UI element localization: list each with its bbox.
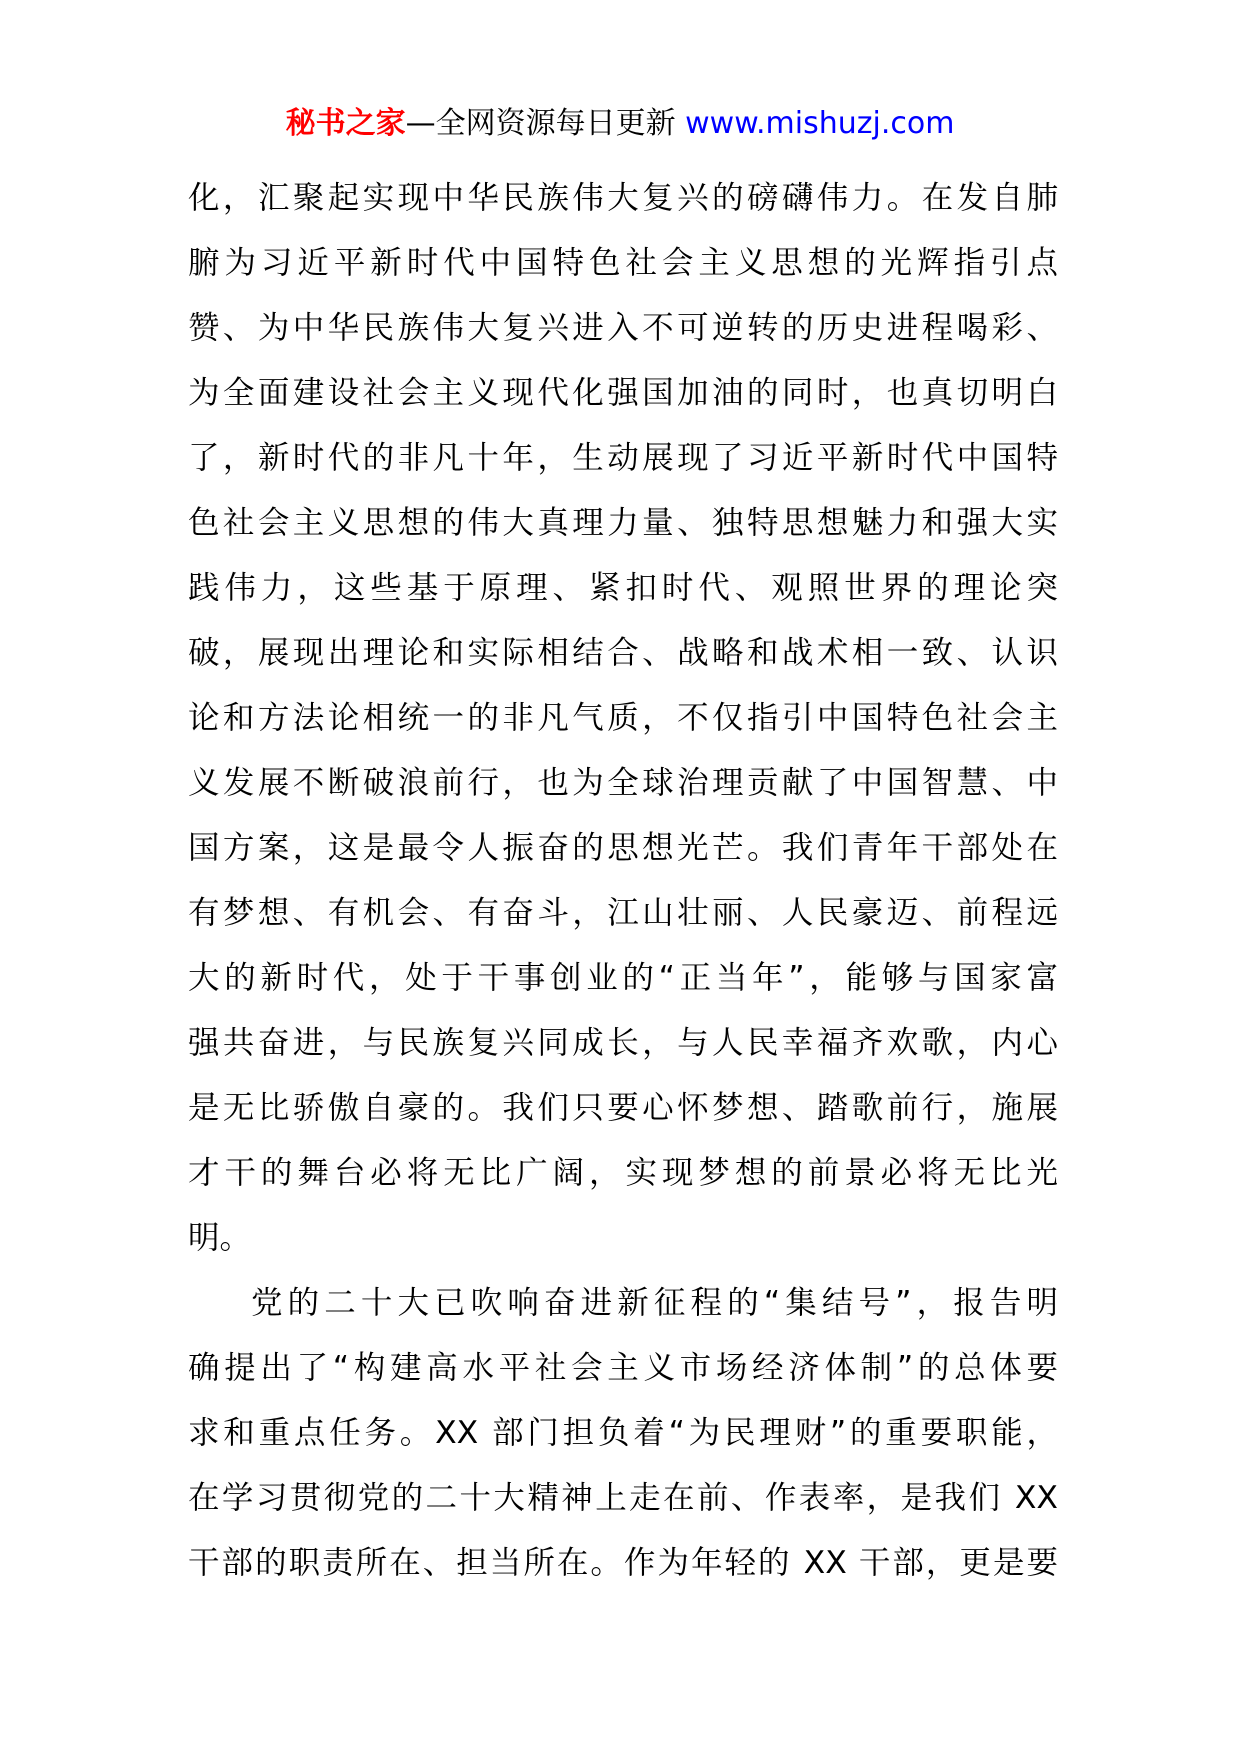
text-line: 论和方法论相统一的非凡气质，不仅指引中国特色社会主 <box>188 700 1058 736</box>
text-line: 在学习贯彻党的二十大精神上走在前、作表率，是我们 XX <box>188 1480 1058 1516</box>
text-line: 求和重点任务。XX 部门担负着“为民理财”的重要职能， <box>188 1415 1058 1451</box>
text-line: 腑为习近平新时代中国特色社会主义思想的光辉指引点 <box>188 245 1058 281</box>
text-line: 赞、为中华民族伟大复兴进入不可逆转的历史进程喝彩、 <box>188 310 1058 346</box>
text-line: 义发展不断破浪前行，也为全球治理贡献了中国智慧、中 <box>188 765 1058 801</box>
text-line: 确提出了“构建高水平社会主义市场经济体制”的总体要 <box>188 1350 1058 1386</box>
text-line: 明。 <box>188 1220 252 1256</box>
header-tagline: —全网资源每日更新 <box>405 106 686 141</box>
text-line: 破，展现出理论和实际相结合、战略和战术相一致、认识 <box>188 635 1058 671</box>
brand-name: 秘书之家 <box>285 106 406 141</box>
text-line: 是无比骄傲自豪的。我们只要心怀梦想、踏歌前行，施展 <box>188 1090 1058 1126</box>
document-body <box>188 166 1058 1596</box>
text-line: 干部的职责所在、担当所在。作为年轻的 XX 干部，更是要 <box>188 1545 1058 1581</box>
text-line: 有梦想、有机会、有奋斗，江山壮丽、人民豪迈、前程远 <box>188 895 1058 931</box>
text-line: 强共奋进，与民族复兴同成长，与人民幸福齐欢歌，内心 <box>188 1025 1058 1061</box>
page-header <box>0 104 1240 144</box>
website-link[interactable]: www.mishuzj.com <box>685 106 955 141</box>
text-line: 色社会主义思想的伟大真理力量、独特思想魅力和强大实 <box>188 505 1058 541</box>
paragraph-1 <box>188 166 1058 1271</box>
text-line: 了，新时代的非凡十年，生动展现了习近平新时代中国特 <box>188 440 1058 476</box>
text-line: 才干的舞台必将无比广阔，实现梦想的前景必将无比光 <box>188 1155 1058 1191</box>
text-line: 化，汇聚起实现中华民族伟大复兴的磅礴伟力。在发自肺 <box>188 180 1058 216</box>
text-line: 为全面建设社会主义现代化强国加油的同时，也真切明白 <box>188 375 1058 411</box>
text-line: 国方案，这是最令人振奋的思想光芒。我们青年干部处在 <box>188 830 1058 866</box>
paragraph-2 <box>188 1271 1058 1596</box>
text-line: 践伟力，这些基于原理、紧扣时代、观照世界的理论突 <box>188 570 1058 606</box>
text-line: 党的二十大已吹响奋进新征程的“集结号”，报告明 <box>251 1285 1058 1321</box>
text-line: 大的新时代，处于干事创业的“正当年”，能够与国家富 <box>188 960 1058 996</box>
